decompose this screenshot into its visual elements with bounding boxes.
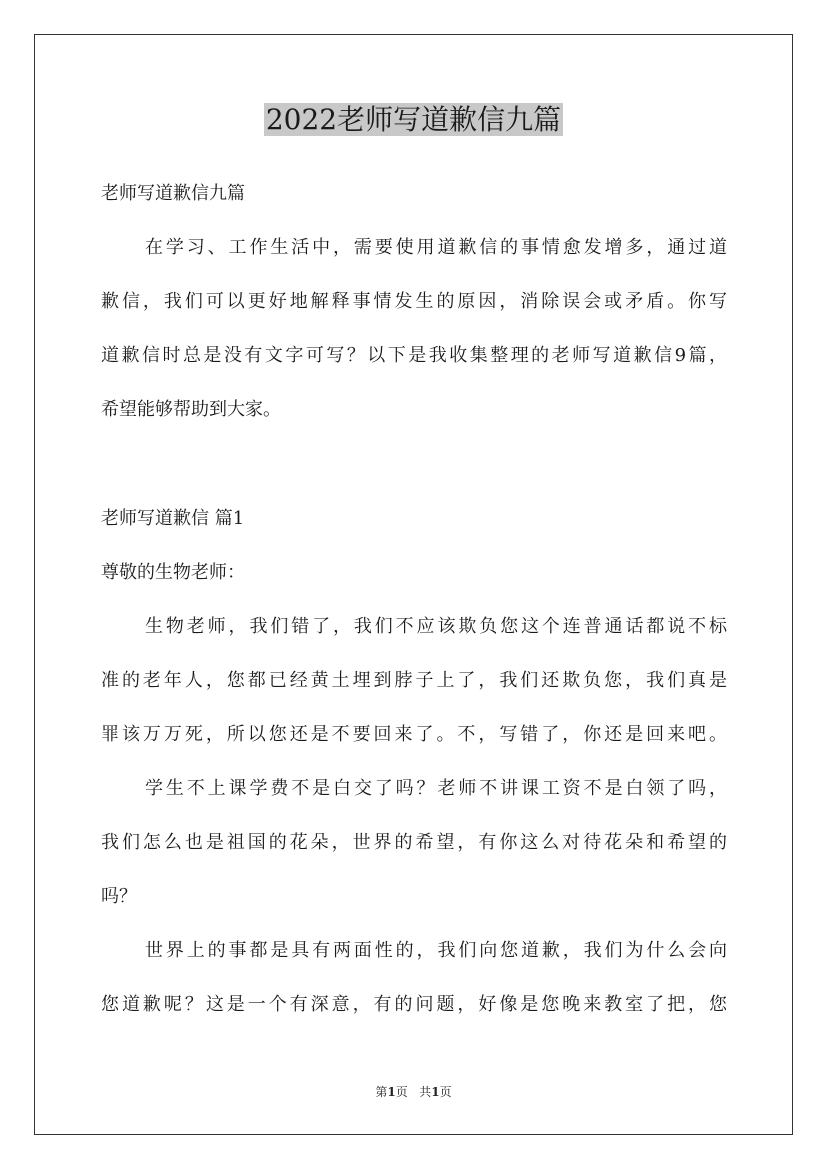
paragraph1-line-2: 准的老年人，您都已经黄土埋到脖子上了，我们还欺负您，我们真是	[101, 670, 727, 691]
footer-page-suffix: 页	[395, 1085, 408, 1099]
salutation: 尊敬的生物老师：	[101, 562, 245, 583]
intro-line-1: 在学习、工作生活中，需要使用道歉信的事情愈发增多，通过道	[145, 237, 727, 258]
document-title-text: 2022老师写道歉信九篇	[265, 103, 562, 136]
paragraph3-line-2: 您道歉呢？这是一个有深意，有的问题，好像是您晚来教室了把，您	[101, 994, 727, 1015]
intro-line-3: 道歉信时总是没有文字可写？以下是我收集整理的老师写道歉信9篇，	[101, 345, 727, 366]
intro-line-4: 希望能够帮助到大家。	[101, 399, 281, 420]
paragraph1-line-1: 生物老师，我们错了，我们不应该欺负您这个连普通话都说不标	[145, 616, 727, 637]
section-heading: 老师写道歉信 篇1	[101, 508, 245, 529]
paragraph3-line-1: 世界上的事都是具有两面性的，我们向您道歉，我们为什么会向	[145, 940, 727, 961]
intro-line-2: 歉信，我们可以更好地解释事情发生的原因，消除误会或矛盾。你写	[101, 291, 727, 312]
footer-page-number: 1	[387, 1085, 396, 1099]
document-title	[0, 100, 827, 140]
paragraph2-line-3: 吗？	[101, 886, 137, 907]
footer-total-suffix: 页	[439, 1085, 452, 1099]
paragraph1-line-3: 罪该万万死，所以您还是不要回来了。不，写错了，你还是回来吧。	[101, 724, 727, 745]
paragraph2-line-1: 学生不上课学费不是白交了吗？老师不讲课工资不是白领了吗，	[145, 778, 727, 799]
footer-total-label: 共	[419, 1085, 432, 1099]
paragraph2-line-2: 我们怎么也是祖国的花朵，世界的希望，有你这么对待花朵和希望的	[101, 832, 727, 853]
document-subtitle: 老师写道歉信九篇	[101, 183, 245, 204]
footer-page-label: 第	[375, 1085, 388, 1099]
page-footer	[0, 1084, 827, 1100]
footer-total-number: 1	[431, 1085, 440, 1099]
